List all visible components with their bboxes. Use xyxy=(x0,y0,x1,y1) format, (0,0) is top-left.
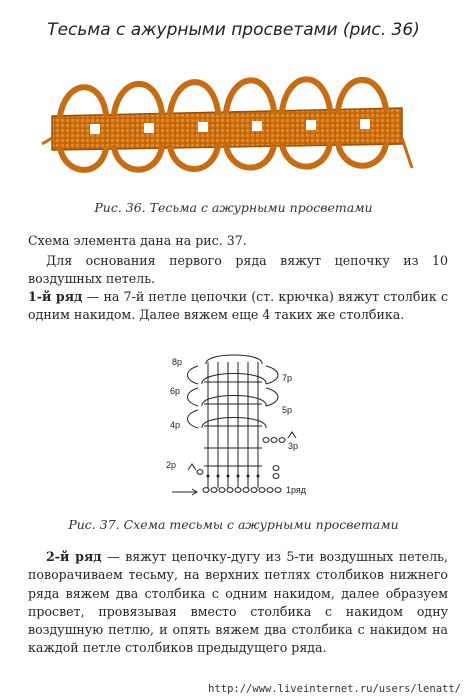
lace-braid-photo xyxy=(40,58,415,178)
crochet-scheme-diagram xyxy=(166,348,326,506)
diagram-label-7p: 7р xyxy=(282,373,293,383)
diagram-label-5p: 5р xyxy=(282,405,293,415)
diagram-label-4p: 4р xyxy=(170,420,181,430)
diagram-label-3p: 3р xyxy=(288,441,299,451)
row-1-text: — на 7-й петле цепочки (ст. крючка) вяжут столбик с одним накидом. Далее вяжем еще 4 таких же столбика. xyxy=(28,289,449,323)
paragraph-row-1 xyxy=(28,288,448,325)
paragraph-scheme-ref: Схема элемента дана на рис. 37. xyxy=(28,233,247,248)
row-1-label: 1-й ряд xyxy=(28,289,83,304)
row-2-text: — вяжут цепочку-дугу из 5-ти воздушных петель, поворачиваем тесьму, на верхних петлях столбиков нижнего ряда вяжем два столбика с одним накидом, далее образуем просвет, провязывая вместо столбика с накидом одну воздушную петлю, и опять вяжем два столбика с накидом на каждой петле столбиков предыдущего ряда. xyxy=(28,549,448,656)
source-url[interactable]: http://www.liveinternet.ru/users/lenatt/ xyxy=(208,683,461,695)
paragraph-foundation: Для основания первого ряда вяжут цепочку из 10 воздушных петель. xyxy=(28,253,448,287)
diagram-label-8p: 8р xyxy=(172,357,183,367)
paragraph-row-2 xyxy=(28,548,448,658)
figure-36-caption: Рис. 36. Тесьма с ажурными просветами xyxy=(94,200,373,215)
diagram-label-6p: 6р xyxy=(170,386,181,396)
diagram-label-2p: 2р xyxy=(166,460,177,470)
figure-37-caption: Рис. 37. Схема тесьмы с ажурными просветами xyxy=(68,517,399,532)
row-2-label: 2-й ряд xyxy=(46,549,102,564)
page-heading: Тесьма с ажурными просветами (рис. 36) xyxy=(47,20,420,40)
diagram-label-row-1: 1ряд xyxy=(286,485,307,495)
